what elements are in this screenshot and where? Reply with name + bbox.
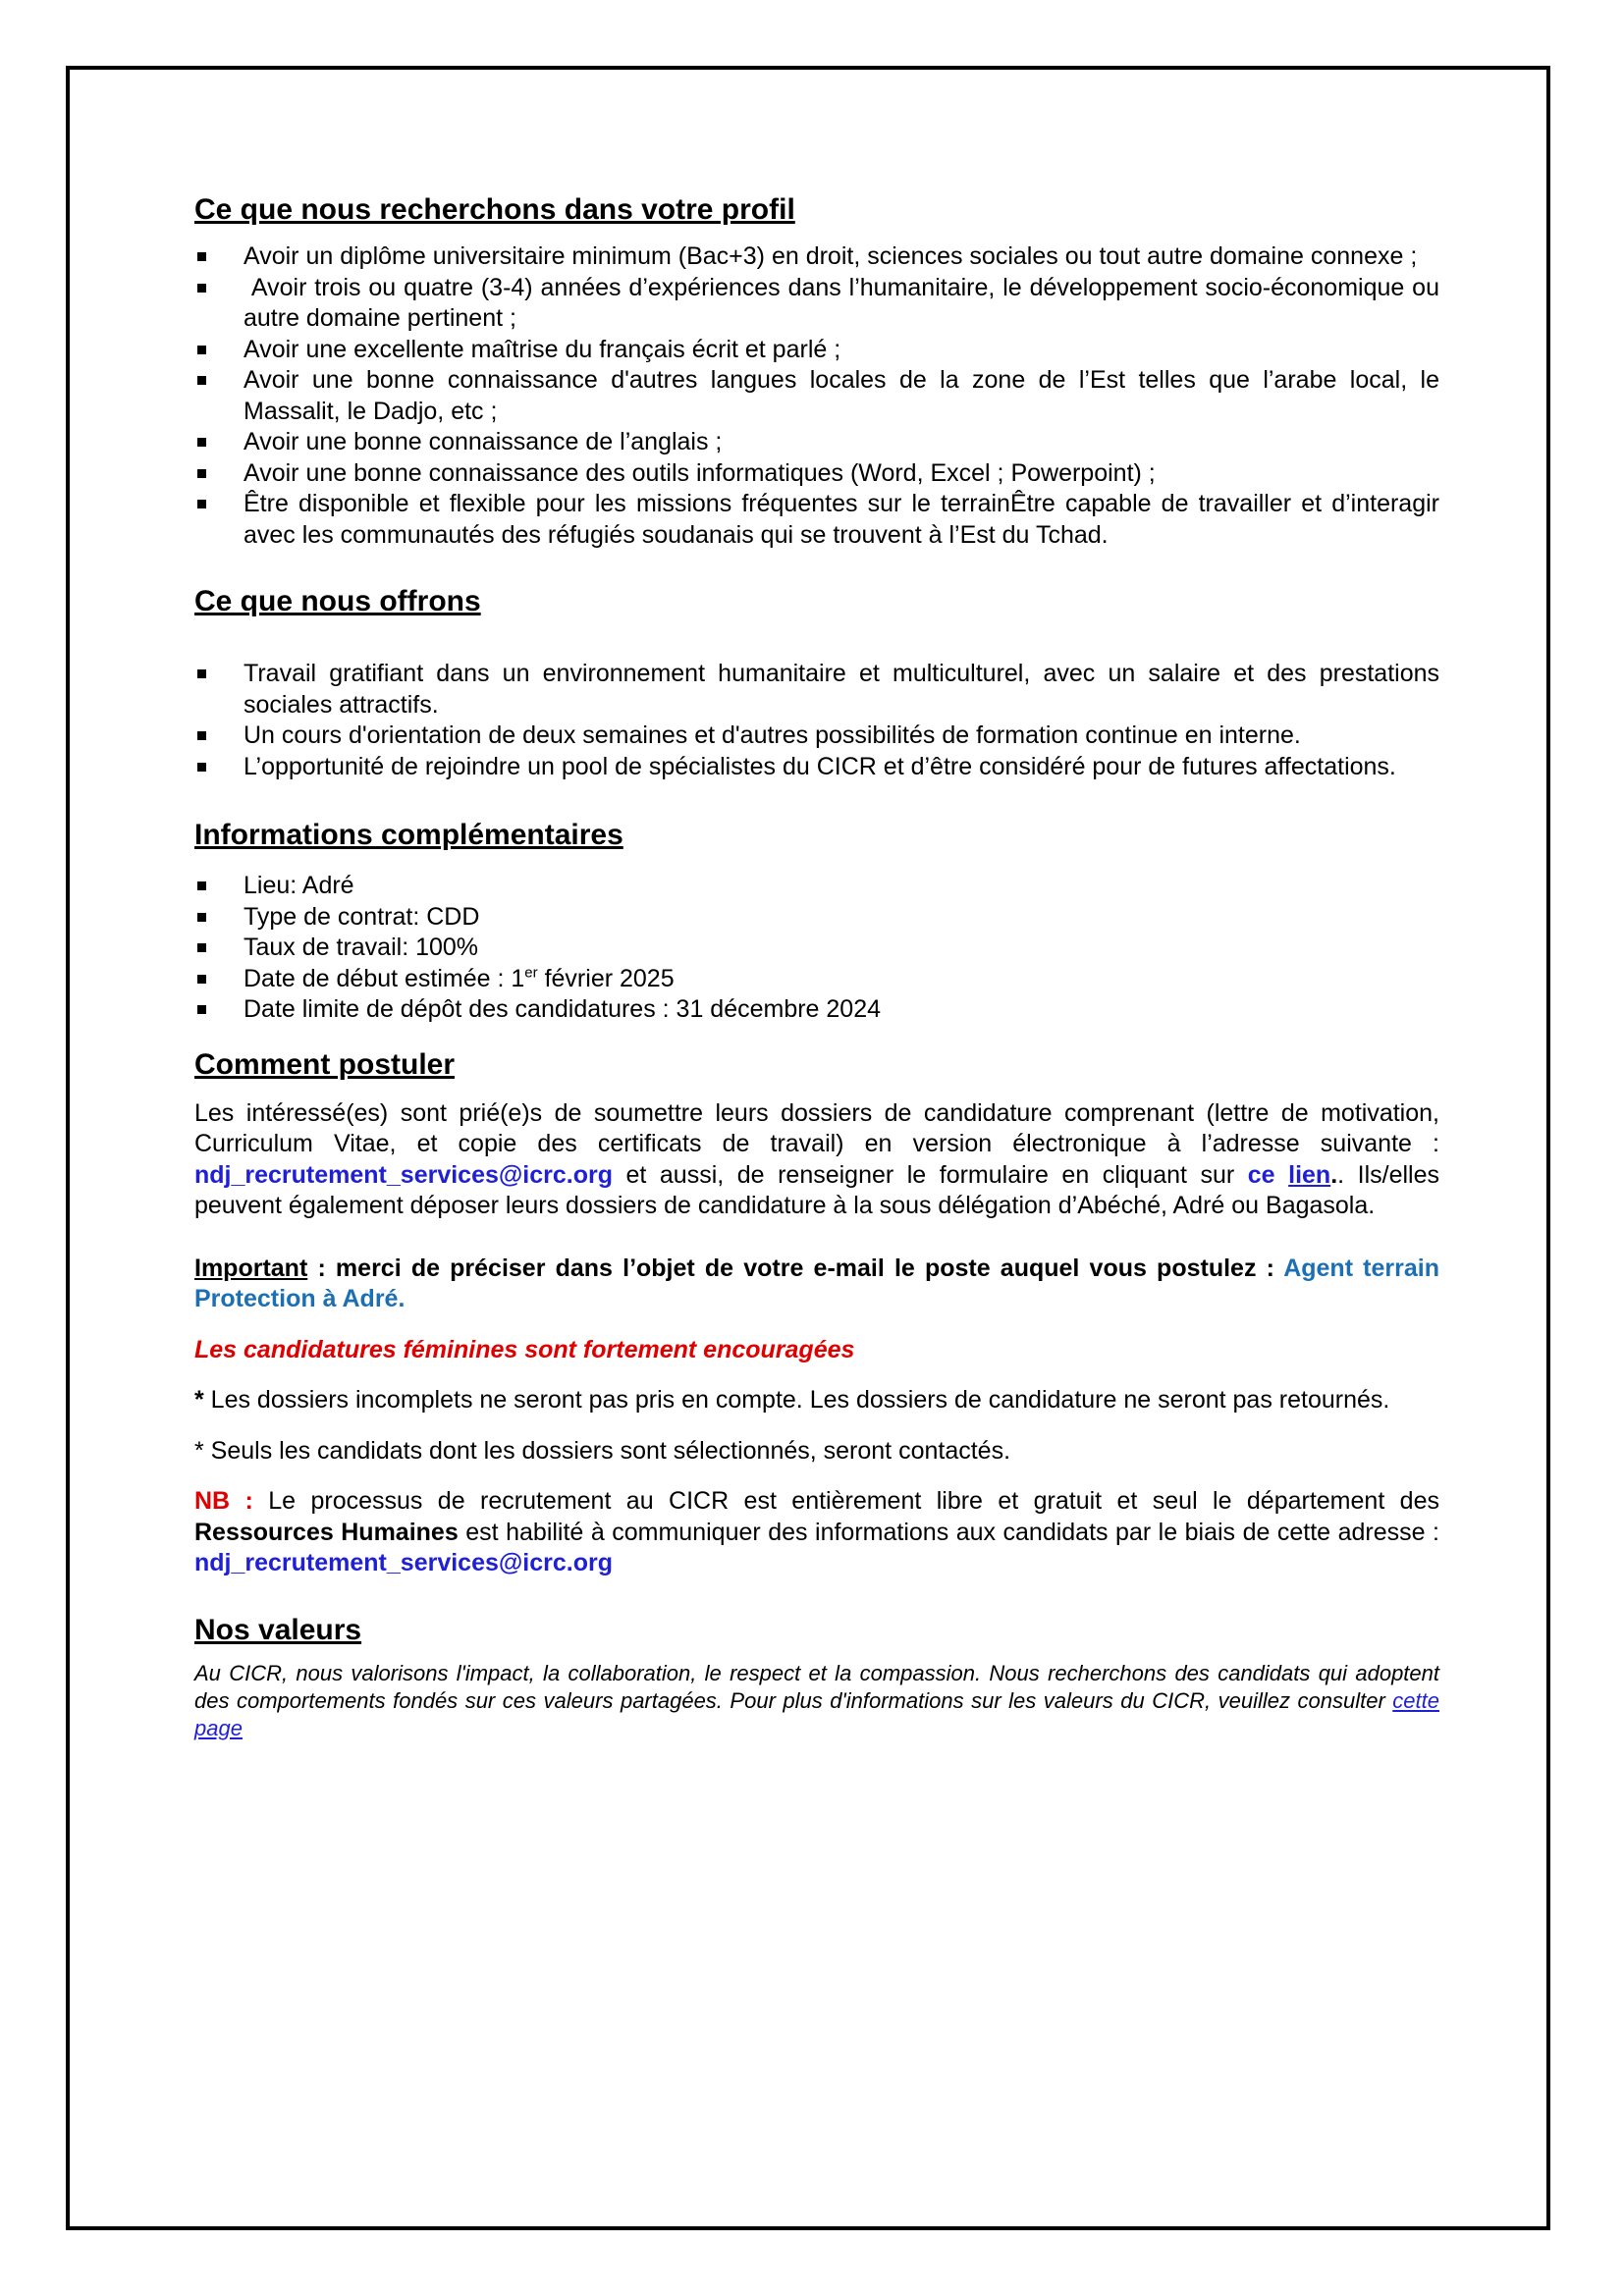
profile-heading: Ce que nous recherchons dans votre profil (194, 193, 795, 226)
offer-heading: Ce que nous offrons (194, 585, 481, 617)
list-item: Avoir une excellente maîtrise du français écrit et parlé ; (194, 335, 1439, 366)
square-bullet-icon (197, 763, 206, 772)
info-list (194, 871, 1439, 1026)
list-item: Être disponible et flexible pour les missions fréquentes sur le terrainÊtre capable de travailler et d’interagir avec les communautés des réfugiés soudanais qui se trouvent à l’Est du Tchad. (194, 489, 1439, 551)
list-item: Type de contrat: CDD (194, 902, 1439, 934)
email-link[interactable]: ndj_recrutement_services@icrc.org (194, 1160, 613, 1189)
square-bullet-icon (197, 252, 206, 261)
list-item: Un cours d'orientation de deux semaines et d'autres possibilités de formation continue en interne. (194, 721, 1439, 752)
square-bullet-icon (197, 438, 206, 447)
square-bullet-icon (197, 975, 206, 984)
list-item: Date limite de dépôt des candidatures : 31 décembre 2024 (194, 994, 1439, 1026)
square-bullet-icon (197, 376, 206, 385)
square-bullet-icon (197, 346, 206, 354)
list-item: Lieu: Adré (194, 871, 1439, 902)
list-item: Avoir trois ou quatre (3-4) années d’expériences dans l’humanitaire, le développement socio-économique ou autre domaine pertinent ; (194, 273, 1439, 335)
square-bullet-icon (197, 284, 206, 293)
important-note: Important : merci de préciser dans l’objet de votre e-mail le poste auquel vous postulez : Agent terrain Protection à Adré. (194, 1254, 1439, 1312)
apply-paragraph: Les intéressé(es) sont prié(e)s de soumettre leurs dossiers de candidature comprenant (lettre de motivation, Curriculum Vitae, et copie des certificats de travail) en version électronique à l’adresse suivante : ndj_recrutement_services@icrc.org et aussi, de renseigner le formulaire en cliquant sur ce lien.. Ils/elles peuvent également déposer leurs dossiers de candidature à la sous délégation d’Abéché, Adré ou Bagasola. (194, 1098, 1446, 1219)
list-item: Avoir un diplôme universitaire minimum (Bac+3) en droit, sciences sociales ou tout autre domaine connexe ; (194, 241, 1439, 273)
form-link-lien[interactable]: lien (1288, 1160, 1331, 1189)
selected-note: * Seuls les candidats dont les dossiers sont sélectionnés, seront contactés. (194, 1436, 1011, 1465)
values-page-link[interactable]: cette page (194, 1687, 1439, 1740)
list-item: Avoir une bonne connaissance de l’anglais ; (194, 427, 1439, 458)
list-item: Taux de travail: 100% (194, 933, 1439, 964)
square-bullet-icon (197, 943, 206, 952)
list-item: Travail gratifiant dans un environnement humanitaire et multiculturel, avec un salaire et des prestations sociales attractifs. (194, 659, 1439, 721)
values-paragraph: Au CICR, nous valorisons l'impact, la collaboration, le respect et la compassion. Nous recherchons des candidats qui adoptent des comportements fondés sur ces valeurs partagées. Pour plus d'informations sur les valeurs du CICR, veuillez consulter cette page (194, 1660, 1446, 1740)
info-heading: Informations complémentaires (194, 819, 623, 851)
nb-email-link[interactable]: ndj_recrutement_services@icrc.org (194, 1549, 613, 1576)
women-encouraged: Les candidatures féminines sont fortement encouragées (194, 1335, 855, 1363)
list-item: Date de début estimée : 1er février 2025 (194, 964, 1439, 995)
square-bullet-icon (197, 500, 206, 508)
values-heading: Nos valeurs (194, 1613, 362, 1646)
offer-list (194, 659, 1439, 782)
square-bullet-icon (197, 731, 206, 740)
incomplete-note: * Les dossiers incomplets ne seront pas pris en compte. Les dossiers de candidature ne seront pas retournés. (194, 1386, 1390, 1414)
list-item: Avoir une bonne connaissance d'autres langues locales de la zone de l’Est telles que l’arabe local, le Massalit, le Dadjo, etc ; (194, 365, 1439, 427)
document-body (194, 192, 1446, 1742)
profile-list (194, 241, 1446, 551)
square-bullet-icon (197, 669, 206, 678)
position-title: Agent terrain Protection à Adré. (194, 1254, 1439, 1312)
apply-heading: Comment postuler (194, 1047, 456, 1081)
square-bullet-icon (197, 881, 206, 890)
square-bullet-icon (197, 1005, 206, 1014)
square-bullet-icon (197, 913, 206, 922)
form-link-ce[interactable]: ce (1247, 1160, 1275, 1189)
nb-note: NB : Le processus de recrutement au CICR est entièrement libre et gratuit et seul le département des Ressources Humaines est habilité à communiquer des informations aux candidats par le biais de cette adresse : ndj_recrutement_services@icrc.org (194, 1487, 1446, 1576)
list-item: Avoir une bonne connaissance des outils informatiques (Word, Excel ; Powerpoint) ; (194, 458, 1439, 490)
list-item: L’opportunité de rejoindre un pool de spécialistes du CICR et d’être considéré pour de futures affectations. (194, 752, 1439, 783)
square-bullet-icon (197, 469, 206, 478)
